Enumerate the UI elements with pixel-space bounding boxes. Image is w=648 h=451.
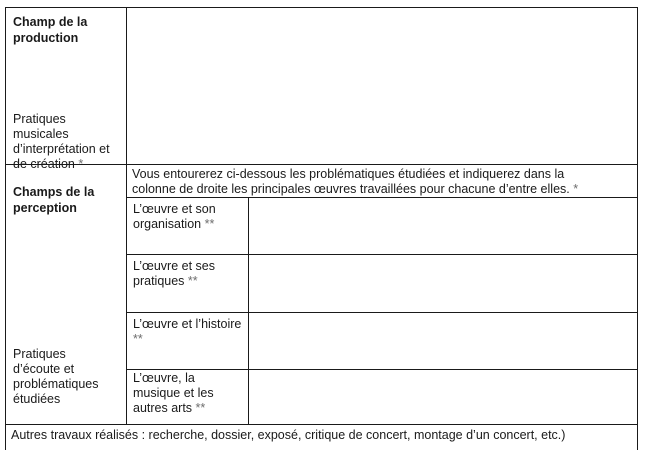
problematic-text: L’œuvre et l’histoire bbox=[133, 317, 242, 331]
production-label-cell bbox=[13, 14, 123, 171]
problematic-row-3 bbox=[127, 313, 637, 369]
problematic-marker: ** bbox=[187, 274, 198, 288]
problematic-marker: ** bbox=[204, 217, 215, 231]
production-marker: * bbox=[78, 157, 84, 171]
problematic-row-2 bbox=[127, 255, 637, 312]
problematic-row-1 bbox=[127, 198, 637, 254]
problematic-works-field-4[interactable] bbox=[249, 370, 637, 424]
other-works-text: Autres travaux réalisés : recherche, dossier, exposé, critique de concert, montage d’un concert, etc.) bbox=[11, 428, 566, 442]
production-subheading: Pratiques musicales d’interprétation et de création bbox=[13, 112, 110, 171]
problematic-text: L’œuvre et son organisation bbox=[133, 202, 216, 231]
problematic-marker: ** bbox=[133, 332, 143, 346]
problematic-works-field-3[interactable] bbox=[249, 313, 637, 369]
row-divider-footer bbox=[5, 424, 638, 425]
problematic-text: L’œuvre, la musique et les autres arts bbox=[133, 371, 214, 415]
problematic-text: L’œuvre et ses pratiques bbox=[133, 259, 215, 288]
problematic-row-4 bbox=[127, 370, 637, 424]
production-heading: Champ de la production bbox=[13, 15, 88, 45]
instruction-text-block bbox=[132, 167, 606, 197]
instruction-text: Vous entourerez ci-dessous les problématiques étudiées et indiquerez dans la colonne de droite les principales œuvres travaillées pour chacune d’entre elles. bbox=[132, 167, 570, 196]
instruction-marker: * bbox=[573, 182, 579, 196]
problematic-label-3 bbox=[133, 317, 245, 347]
perception-label-cell bbox=[13, 184, 123, 422]
table-border-right bbox=[637, 7, 638, 450]
production-subheading-block bbox=[13, 112, 123, 172]
problematic-works-field-1[interactable] bbox=[249, 198, 637, 254]
problematic-works-field-2[interactable] bbox=[249, 255, 637, 312]
perception-subheading: Pratiques d’écoute et problématiques étudiées bbox=[13, 347, 99, 406]
production-content-cell[interactable] bbox=[127, 8, 637, 164]
problematic-label-1 bbox=[133, 202, 245, 232]
perception-heading: Champs de la perception bbox=[13, 185, 95, 215]
course-form-table bbox=[5, 7, 638, 450]
instruction-cell bbox=[132, 166, 634, 197]
problematic-label-4 bbox=[133, 371, 245, 416]
table-border-left bbox=[5, 7, 6, 450]
problematic-marker: ** bbox=[195, 401, 206, 415]
problematic-label-2 bbox=[133, 259, 245, 289]
